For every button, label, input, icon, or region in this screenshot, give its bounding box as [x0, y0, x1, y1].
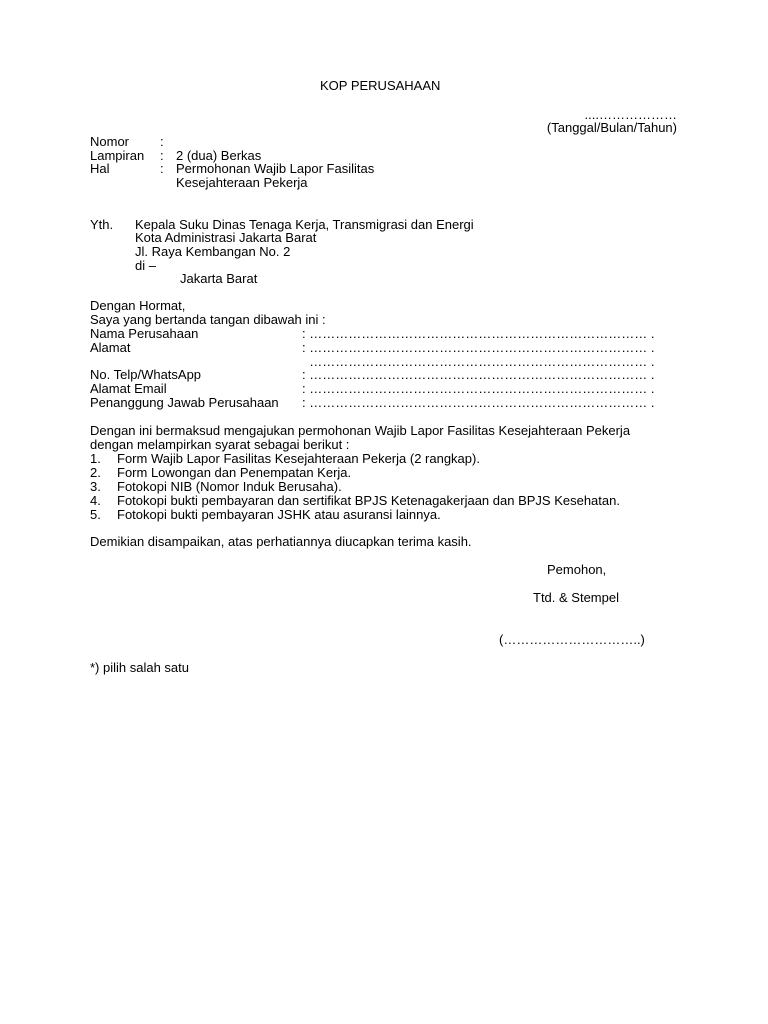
nomor-label: Nomor: [90, 134, 130, 149]
list-item: [0, 452, 768, 466]
kop-perusahaan: KOP PERUSAHAAN: [320, 78, 441, 93]
addressee-line3: Jl. Raya Kembangan No. 2: [135, 244, 291, 259]
date-placeholder: ....………………: [584, 107, 677, 122]
list-item-number: 3.: [90, 479, 101, 494]
field-dots-nama: : …………………………………………………………………… .: [302, 326, 655, 341]
hal-value-line2: Kesejahteraan Pekerja: [176, 175, 308, 190]
list-item: [0, 494, 768, 508]
nomor-colon: :: [160, 134, 164, 149]
hal-value-line1: Permohonan Wajib Lapor Fasilitas: [176, 161, 375, 176]
list-item-text: Form Wajib Lapor Fasilitas Kesejahteraan Pekerja (2 rangkap).: [117, 451, 480, 466]
ttd-stempel: Ttd. & Stempel: [533, 590, 619, 605]
yth-label: Yth.: [90, 217, 114, 232]
field-label-telp: No. Telp/WhatsApp: [90, 367, 202, 382]
field-label-pj: Penanggung Jawab Perusahaan: [90, 395, 279, 410]
lampiran-value: 2 (dua) Berkas: [176, 148, 262, 163]
hal-label: Hal: [90, 161, 110, 176]
greeting: Dengan Hormat,: [90, 298, 186, 313]
field-dots-email: : …………………………………………………………………… .: [302, 381, 655, 396]
intro-text: Saya yang bertanda tangan dibawah ini :: [90, 312, 326, 327]
field-label-email: Alamat Email: [90, 381, 167, 396]
list-item: [0, 480, 768, 494]
body-paragraph-line2: dengan melampirkan syarat sebagai berikut :: [90, 437, 350, 452]
body-paragraph-line1: Dengan ini bermaksud mengajukan permohonan Wajib Lapor Fasilitas Kesejahteraan Pekerja: [90, 423, 631, 438]
list-item-text: Fotokopi bukti pembayaran JSHK atau asuransi lainnya.: [117, 507, 441, 522]
date-label: (Tanggal/Bulan/Tahun): [546, 120, 677, 135]
closing-text: Demikian disampaikan, atas perhatiannya diucapkan terima kasih.: [90, 534, 472, 549]
field-dots-telp: : …………………………………………………………………… .: [302, 367, 655, 382]
lampiran-label: Lampiran: [90, 148, 145, 163]
list-item-number: 4.: [90, 493, 101, 508]
field-label-alamat: Alamat: [90, 340, 131, 355]
list-item-text: Form Lowongan dan Penempatan Kerja.: [117, 465, 352, 480]
lampiran-colon: :: [160, 148, 164, 163]
list-item-number: 5.: [90, 507, 101, 522]
field-dots-alamat-cont: …………………………………………………………………… .: [302, 354, 655, 369]
field-dots-pj: : …………………………………………………………………… .: [302, 395, 655, 410]
list-item: [0, 466, 768, 480]
list-item-text: Fotokopi bukti pembayaran dan sertifikat BPJS Ketenagakerjaan dan BPJS Kesehatan.: [117, 493, 620, 508]
list-item: [0, 508, 768, 522]
addressee-line5: Jakarta Barat: [180, 271, 258, 286]
pemohon-label: Pemohon,: [547, 562, 607, 577]
list-item-number: 1.: [90, 451, 101, 466]
signature-name-placeholder: (…………………………..): [499, 632, 645, 647]
hal-colon: :: [160, 161, 164, 176]
list-item-text: Fotokopi NIB (Nomor Induk Berusaha).: [117, 479, 342, 494]
footnote: *) pilih salah satu: [90, 660, 189, 675]
list-item-number: 2.: [90, 465, 101, 480]
field-dots-alamat: : …………………………………………………………………… .: [302, 340, 655, 355]
addressee-line1: Kepala Suku Dinas Tenaga Kerja, Transmigrasi dan Energi: [135, 217, 474, 232]
addressee-line4: di –: [135, 258, 156, 273]
addressee-line2: Kota Administrasi Jakarta Barat: [135, 230, 317, 245]
field-label-nama: Nama Perusahaan: [90, 326, 199, 341]
